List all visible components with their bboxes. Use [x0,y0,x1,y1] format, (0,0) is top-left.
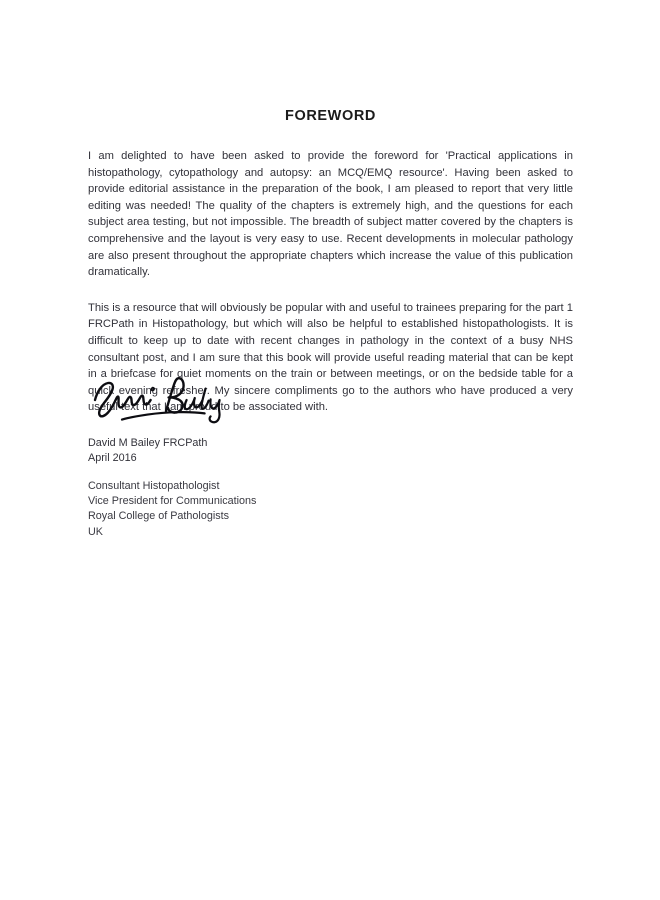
foreword-paragraph-2: This is a resource that will obviously be popular with and useful to trainees preparing for the part 1 FRCPath in Histopathology, but which will also be helpful to established histopathologists. It is difficult to keep up to date with recent changes in pathology in the context of a busy NHS consultant post, and I am sure that this book will provide useful reading material that can be kept in a briefcase for quiet moments on the train or between meetings, or on the bedside table for a quick evening refresher. My sincere compliments go to the authors who have produced a very useful text that I am proud to be associated with. [88,301,573,414]
affiliation-line-4: UK [88,525,103,538]
affiliation-line-1: Consultant Histopathologist [88,480,220,492]
affiliation-line-2: Vice President for Communications [88,495,257,508]
handwritten-signature-icon [88,372,228,428]
signatory-name: David M Bailey FRCPath [88,437,208,449]
signature-date: April 2016 [88,452,137,464]
signature-block [88,372,388,466]
page-title: FOREWORD [285,108,376,124]
affiliation-line-3: Royal College of Pathologists [88,510,230,523]
foreword-paragraph-1: I am delighted to have been asked to provide the foreword for 'Practical applications in histopathology, cytopathology and autopsy: an MCQ/EMQ resource'. Having been asked to provide editorial assistance in the preparation of the book, I am pleased to report that very little editing was needed! The quality of the chapters is extremely high, and the questions for each subject area testing, but not impossible. The breadth of subject matter covered by the chapters is comprehensive and the layout is very easy to use. Recent developments in molecular pathology are also present throughout the appropriate chapters which increase the value of this publication dramatically. [88,150,573,279]
foreword-content [88,108,573,416]
affiliation-block [88,479,408,540]
